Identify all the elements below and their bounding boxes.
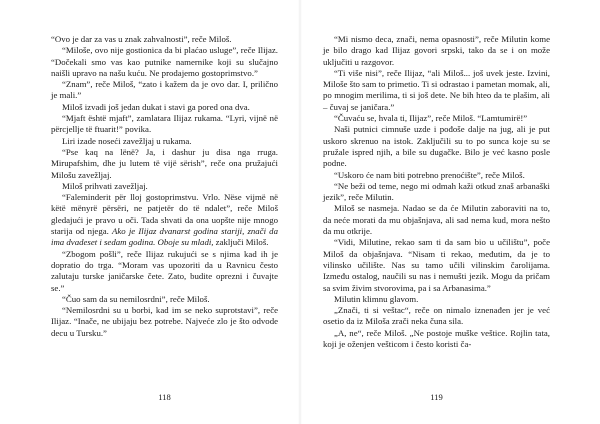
paragraph: “Mi nismo deca, znači, nema opasnosti”, reče Milutin kome je bilo drago kad Ilijaz govori srpski, tako da se i on može uključiti u razgovor.	[323, 34, 550, 67]
paragraph: “Čuvaću se, hvala ti, Ilijaz”, reče Miloš. “Lamtumirë!”	[334, 113, 528, 124]
paragraph: “Ne beži od teme, nego mi odmah kaži otkud znaš arbanaški jezik”, reče Milutin.	[323, 180, 550, 203]
paragraph: “Znam”, reče Miloš, “zato i kažem da je ovo dar. I, prilično je mali.”	[51, 79, 278, 101]
book-gutter	[298, 0, 302, 424]
paragraph: “Ovo je dar za vas u znak zahvalnosti”, reče Miloš.	[51, 34, 232, 44]
paragraph: “Ti više nisi”, reče Ilijaz, “ali Miloš... još uvek jeste. Izvini, Miloše što sam to primetio. Ti si odrastao i pametan momak, ali, po mnogim merilima, ti si još dete. Ne bih hteo da te plašim, ali – čuvaj se janičara.”	[323, 67, 550, 112]
paragraph: Miloš prihvati zavežljaj.	[62, 180, 148, 191]
paragraph-text: “Faleminderit për lloj gostoprimstvu. Vrlo. Nëse vijmë në këtë mënyrë përsëri, ne patjetër do të ndalet”, reče Miloš gledajući je pravo u oči. Tada shvati da ona uopšte nije mnogo starija od njega.	[51, 192, 278, 237]
paragraph: “Pse kaq na lënë? Ja, i dashur ju disa nga rruga. Mirupafshim, dhe ju lutem të vijë sërish”, reče ona pružajući Milošu zavežljaj.	[51, 146, 278, 180]
paragraph: “Zbogom pošli”, reče Ilijaz rukujući se s njima kad ih je dopratio do trga. “Moram vas upozoriti da u Ravnicu često zalutaju turske janičarske čete. Zato, budite oprezni i čuvajte se.”	[51, 248, 278, 293]
paragraph: “Mjaft është mjaft”, zamlatara Ilijaz rukama. “Lyri, vijnë në përcjellje të ftuarit!” povika.	[51, 113, 278, 135]
page-number-left: 118	[158, 392, 171, 402]
paragraph: „Znači, ti si veštac“, reče on nimalo iznenađen jer je već osetio da iz Miloša zrači neka čuna sila.	[323, 305, 550, 327]
paragraph: Liri izade noseći zavežljaj u rukama.	[62, 135, 192, 146]
paragraph: „A, ne“, reče Miloš. „Ne postoje muške veštice. Rojlin tata, koji je oženjen vešticom i često koristi ča-	[323, 327, 550, 350]
italic-thought: Ako je Ilijaz dvanarst godina stariji, znači da ima dvadeset i sedam godina. Oboje su mladi,	[51, 226, 278, 248]
paragraph: Milutin klimnu glavom.	[334, 293, 419, 304]
paragraph-with-italic	[51, 192, 278, 248]
paragraph: Miloš se nasmeja. Nadao se da će Milutin zaboraviti na to, da neće morati da mu objašnjava, ali sad nema kud, mora nešto da mu otkrije.	[323, 203, 550, 237]
paragraph: Miloš izvadi još jedan dukat i stavi ga pored ona dva.	[62, 101, 250, 112]
paragraph: Naši putnici cimnuše uzde i pođoše dalje na jug, ali je put uskoro skrenuo na istok. Zaključili su to po sunca koje su se pružale ispred njih, a bile su dugačke. Bilo je već kasno posle podne.	[323, 124, 550, 169]
paragraph: “Nemilosrdni su u borbi, kad im se neko suprotstavi”, reče Ilijaz. “Inače, ne ubijaju bez potrebe. Najveće zlo je što odvode decu u Tursku.”	[51, 305, 278, 338]
italic-tail: zaključi Miloš.	[213, 237, 269, 248]
right-page-text	[323, 34, 550, 350]
page-number-right: 119	[430, 392, 443, 402]
left-page-text	[51, 34, 278, 339]
paragraph: “Miloše, ovo nije gostionica da bi plaćao usluge”, reče Ilijaz. “Dočekali smo vas kao putnike namernike koji su slučajno naišli upravo na našu kuću. Ne prodajemo gostoprimstvo.”	[51, 45, 278, 78]
paragraph: “Vidi, Milutine, rekao sam ti da sam bio u učilištu”, poče Miloš da objašnjava. “Nisam ti rekao, međutim, da je to vilinsko učilište. Nas su tamo učili vilinskim čarolijama. Između ostalog, naučili su nas i nemušti jezik. Mogu da pričam sa svim živim stvorovima, pa i sa Arbanasima.”	[323, 237, 550, 293]
paragraph: “Čuo sam da su nemilosrdni”, reče Miloš.	[62, 293, 210, 304]
paragraph: “Uskoro će nam biti potrebno prenoćište”, reče Miloš.	[334, 169, 525, 180]
